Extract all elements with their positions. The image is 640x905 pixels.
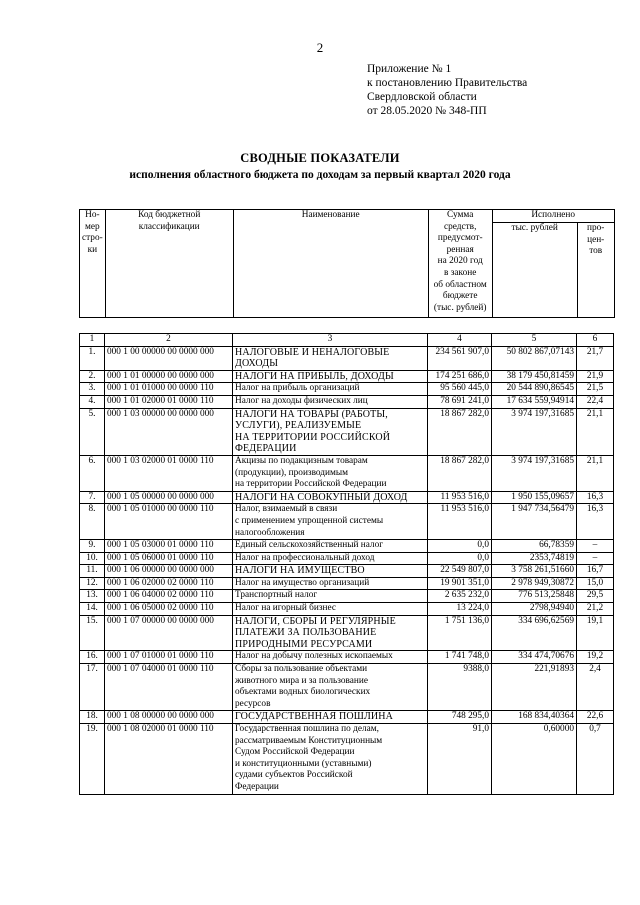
- revenue-name-line: НАЛОГИ НА СОВОКУПНЫЙ ДОХОД: [235, 491, 408, 503]
- budget-code: 000 1 05 06000 01 0000 110: [105, 552, 233, 565]
- table-row: [80, 651, 614, 664]
- column-number: 6: [577, 334, 614, 347]
- table-row: [80, 491, 614, 504]
- executed-percent: 19,1: [577, 615, 614, 651]
- revenue-name-line: ФЕДЕРАЦИИ: [235, 443, 297, 455]
- column-number: 1: [80, 334, 105, 347]
- budget-code: 000 1 01 02000 01 0000 110: [105, 395, 233, 408]
- revenue-name-line: НАЛОГИ НА ИМУЩЕСТВО: [235, 565, 365, 577]
- planned-amount: 0,0: [428, 552, 492, 565]
- budget-code: 000 1 07 01000 01 0000 110: [105, 651, 233, 664]
- row-number: 15.: [80, 615, 105, 651]
- revenue-name-line: животного мира и за пользование: [235, 675, 368, 686]
- revenue-name-line: НАЛОГИ, СБОРЫ И РЕГУЛЯРНЫЕ: [235, 615, 396, 627]
- page-number: 2: [316, 40, 324, 55]
- revenue-table: [79, 333, 614, 795]
- revenue-name-line: Налог на игорный бизнес: [235, 603, 336, 614]
- budget-code: 000 1 06 04000 02 0000 110: [105, 590, 233, 603]
- revenue-name: [233, 408, 428, 455]
- revenue-name-line: Единый сельскохозяйственный налог: [235, 540, 384, 551]
- budget-code: 000 1 08 00000 00 0000 000: [105, 711, 233, 724]
- revenue-name: [233, 615, 428, 651]
- revenue-name-line: Налог на прибыль организаций: [235, 383, 360, 394]
- revenue-name-line: Транспортный налог: [235, 590, 318, 601]
- table-row: [80, 664, 614, 711]
- revenue-name-line: судами субъектов Российской: [235, 770, 353, 781]
- header-name: Наименование: [233, 210, 428, 318]
- revenue-name-line: на территории Российской Федерации: [235, 479, 387, 490]
- revenue-name: [233, 552, 428, 565]
- executed-amount: 334 696,62569: [492, 615, 577, 651]
- header-executed: Исполнено: [492, 210, 614, 223]
- budget-code: 000 1 01 01000 00 0000 110: [105, 383, 233, 396]
- header-percent: про- цен- тов: [577, 223, 614, 318]
- revenue-name: [233, 540, 428, 553]
- revenue-name-line: ПЛАТЕЖИ ЗА ПОЛЬЗОВАНИЕ: [235, 627, 377, 639]
- planned-amount: 174 251 686,0: [428, 370, 492, 383]
- executed-amount: 3 974 197,31685: [492, 455, 577, 491]
- row-number: 5.: [80, 408, 105, 455]
- executed-percent: 22,6: [577, 711, 614, 724]
- row-number: 2.: [80, 370, 105, 383]
- table-header: [79, 209, 615, 318]
- planned-amount: 1 741 748,0: [428, 651, 492, 664]
- planned-amount: 19 901 351,0: [428, 577, 492, 590]
- revenue-name-line: НА ТЕРРИТОРИИ РОССИЙСКОЙ: [235, 431, 391, 443]
- table-row: [80, 590, 614, 603]
- budget-code: 000 1 08 02000 01 0000 110: [105, 724, 233, 795]
- table-row: [80, 455, 614, 491]
- executed-percent: 19,2: [577, 651, 614, 664]
- row-number: 14.: [80, 603, 105, 616]
- revenue-name: [233, 590, 428, 603]
- table-row: [80, 370, 614, 383]
- revenue-name-line: ГОСУДАРСТВЕННАЯ ПОШЛИНА: [235, 711, 394, 723]
- executed-amount: 66,78359: [492, 540, 577, 553]
- budget-code: 000 1 06 05000 02 0000 110: [105, 603, 233, 616]
- header-row-number: Но- мер стро- ки: [80, 210, 106, 318]
- executed-percent: –: [577, 552, 614, 565]
- revenue-name-line: Налог на добычу полезных ископаемых: [235, 651, 393, 662]
- appendix-block: [367, 62, 527, 118]
- executed-percent: 22,4: [577, 395, 614, 408]
- document-title: [0, 150, 640, 184]
- executed-amount: 0,60000: [492, 724, 577, 795]
- appendix-line: от 28.05.2020 № 348-ПП: [367, 105, 487, 117]
- revenue-name: [233, 370, 428, 383]
- revenue-name-line: НАЛОГИ НА ПРИБЫЛЬ, ДОХОДЫ: [235, 370, 394, 382]
- table-row: [80, 577, 614, 590]
- row-number: 6.: [80, 455, 105, 491]
- revenue-name-line: УСЛУГИ), РЕАЛИЗУЕМЫЕ: [235, 420, 362, 432]
- row-number: 12.: [80, 577, 105, 590]
- column-numbers-row: [80, 334, 614, 347]
- row-number: 11.: [80, 565, 105, 578]
- revenue-name: [233, 724, 428, 795]
- executed-amount: 3 758 261,51660: [492, 565, 577, 578]
- revenue-name: [233, 395, 428, 408]
- row-number: 10.: [80, 552, 105, 565]
- executed-amount: 50 802 867,07143: [492, 346, 577, 370]
- revenue-name: [233, 383, 428, 396]
- revenue-name-line: объектами водных биологических: [235, 687, 371, 698]
- header-thousand-rubles: тыс. рублей: [492, 223, 577, 318]
- appendix-line: к постановлению Правительства: [367, 77, 528, 89]
- title-line: СВОДНЫЕ ПОКАЗАТЕЛИ: [240, 151, 400, 165]
- column-number: 3: [233, 334, 428, 347]
- revenue-name-line: с применением упрощенной системы: [235, 515, 384, 526]
- row-number: 8.: [80, 504, 105, 540]
- planned-amount: 91,0: [428, 724, 492, 795]
- revenue-name: [233, 455, 428, 491]
- revenue-name-line: рассматриваемым Конституционным: [235, 735, 383, 746]
- table-row: [80, 504, 614, 540]
- revenue-name-line: Налог на профессиональный доход: [235, 552, 375, 563]
- table-row: [80, 540, 614, 553]
- row-number: 13.: [80, 590, 105, 603]
- column-number: 4: [428, 334, 492, 347]
- executed-percent: 0,7: [577, 724, 614, 795]
- table-row: [80, 346, 614, 370]
- budget-code: 000 1 01 00000 00 0000 000: [105, 370, 233, 383]
- planned-amount: 13 224,0: [428, 603, 492, 616]
- executed-percent: 2,4: [577, 664, 614, 711]
- executed-percent: 21,1: [577, 408, 614, 455]
- table-row: [80, 565, 614, 578]
- executed-amount: 2 978 949,30872: [492, 577, 577, 590]
- revenue-name: [233, 664, 428, 711]
- budget-code: 000 1 07 04000 01 0000 110: [105, 664, 233, 711]
- appendix-line: Приложение № 1: [367, 63, 452, 75]
- planned-amount: 18 867 282,0: [428, 455, 492, 491]
- table-row: [80, 615, 614, 651]
- revenue-name-line: ДОХОДЫ: [235, 358, 279, 370]
- column-number: 5: [492, 334, 577, 347]
- executed-percent: 21,7: [577, 346, 614, 370]
- executed-amount: 17 634 559,94914: [492, 395, 577, 408]
- executed-amount: 2798,94940: [492, 603, 577, 616]
- revenue-name-line: ресурсов: [235, 698, 271, 709]
- revenue-name: [233, 603, 428, 616]
- planned-amount: 2 635 232,0: [428, 590, 492, 603]
- revenue-name-line: Государственная пошлина по делам,: [235, 724, 379, 734]
- row-number: 1.: [80, 346, 105, 370]
- table-row: [80, 603, 614, 616]
- budget-code: 000 1 03 02000 01 0000 110: [105, 455, 233, 491]
- executed-percent: 29,5: [577, 590, 614, 603]
- revenue-name-line: и конституционными (уставными): [235, 758, 372, 769]
- revenue-name: [233, 577, 428, 590]
- executed-amount: 3 974 197,31685: [492, 408, 577, 455]
- planned-amount: 11 953 516,0: [428, 504, 492, 540]
- executed-amount: 168 834,40364: [492, 711, 577, 724]
- row-number: 16.: [80, 651, 105, 664]
- header-code: Код бюджетной классификации: [105, 210, 233, 318]
- executed-percent: –: [577, 540, 614, 553]
- budget-code: 000 1 06 00000 00 0000 000: [105, 565, 233, 578]
- planned-amount: 0,0: [428, 540, 492, 553]
- executed-percent: 16,7: [577, 565, 614, 578]
- budget-code: 000 1 03 00000 00 0000 000: [105, 408, 233, 455]
- planned-amount: 11 953 516,0: [428, 491, 492, 504]
- row-number: 7.: [80, 491, 105, 504]
- planned-amount: 22 549 807,0: [428, 565, 492, 578]
- planned-amount: 1 751 136,0: [428, 615, 492, 651]
- planned-amount: 78 691 241,0: [428, 395, 492, 408]
- revenue-name-line: ПРИРОДНЫМИ РЕСУРСАМИ: [235, 638, 373, 650]
- row-number: 17.: [80, 664, 105, 711]
- budget-code: 000 1 05 00000 00 0000 000: [105, 491, 233, 504]
- column-number: 2: [105, 334, 233, 347]
- revenue-name-line: НАЛОГОВЫЕ И НЕНАЛОГОВЫЕ: [235, 346, 390, 358]
- executed-amount: 776 513,25848: [492, 590, 577, 603]
- revenue-name: [233, 651, 428, 664]
- executed-percent: 21,9: [577, 370, 614, 383]
- budget-code: 000 1 05 03000 01 0000 110: [105, 540, 233, 553]
- revenue-name-line: Налог на имущество организаций: [235, 577, 370, 588]
- revenue-name: [233, 504, 428, 540]
- revenue-name-line: НАЛОГИ НА ТОВАРЫ (РАБОТЫ,: [235, 408, 388, 420]
- row-number: 19.: [80, 724, 105, 795]
- revenue-name-line: (продукции), производимым: [235, 467, 349, 478]
- revenue-name-line: Судом Российской Федерации: [235, 747, 355, 758]
- planned-amount: 748 295,0: [428, 711, 492, 724]
- executed-percent: 15,0: [577, 577, 614, 590]
- executed-amount: 1 947 734,56479: [492, 504, 577, 540]
- budget-code: 000 1 06 02000 02 0000 110: [105, 577, 233, 590]
- row-number: 3.: [80, 383, 105, 396]
- revenue-name-line: Налог, взимаемый в связи: [235, 504, 338, 515]
- executed-percent: 16,3: [577, 491, 614, 504]
- executed-amount: 2353,74819: [492, 552, 577, 565]
- table-row: [80, 724, 614, 795]
- executed-amount: 334 474,70676: [492, 651, 577, 664]
- planned-amount: 18 867 282,0: [428, 408, 492, 455]
- executed-percent: 21,1: [577, 455, 614, 491]
- revenue-name: [233, 346, 428, 370]
- budget-code: 000 1 07 00000 00 0000 000: [105, 615, 233, 651]
- row-number: 4.: [80, 395, 105, 408]
- revenue-name: [233, 491, 428, 504]
- row-number: 9.: [80, 540, 105, 553]
- budget-code: 000 1 00 00000 00 0000 000: [105, 346, 233, 370]
- revenue-name-line: Акцизы по подакцизным товарам: [235, 455, 368, 466]
- table-row: [80, 408, 614, 455]
- revenue-name: [233, 565, 428, 578]
- revenue-name-line: Сборы за пользование объектами: [235, 664, 368, 675]
- table-row: [80, 711, 614, 724]
- executed-amount: 20 544 890,86545: [492, 383, 577, 396]
- title-subline: исполнения областного бюджета по доходам за первый квартал 2020 года: [129, 169, 511, 181]
- executed-amount: 1 950 155,09657: [492, 491, 577, 504]
- table-row: [80, 395, 614, 408]
- executed-percent: 21,2: [577, 603, 614, 616]
- table-row: [80, 552, 614, 565]
- header-plan: Сумма средств, предусмот- ренная на 2020 год в законе об областном бюджете (тыс. рублей): [428, 210, 492, 318]
- revenue-name-line: Налог на доходы физических лиц: [235, 395, 368, 406]
- revenue-name-line: налогообложения: [235, 527, 305, 538]
- row-number: 18.: [80, 711, 105, 724]
- table-row: [80, 383, 614, 396]
- revenue-name-line: Федерации: [235, 781, 279, 792]
- planned-amount: 234 561 907,0: [428, 346, 492, 370]
- planned-amount: 9388,0: [428, 664, 492, 711]
- budget-code: 000 1 05 01000 00 0000 110: [105, 504, 233, 540]
- appendix-line: Свердловской области: [367, 91, 477, 103]
- executed-amount: 38 179 450,81459: [492, 370, 577, 383]
- executed-percent: 21,5: [577, 383, 614, 396]
- planned-amount: 95 560 445,0: [428, 383, 492, 396]
- executed-percent: 16,3: [577, 504, 614, 540]
- revenue-name: [233, 711, 428, 724]
- executed-amount: 221,91893: [492, 664, 577, 711]
